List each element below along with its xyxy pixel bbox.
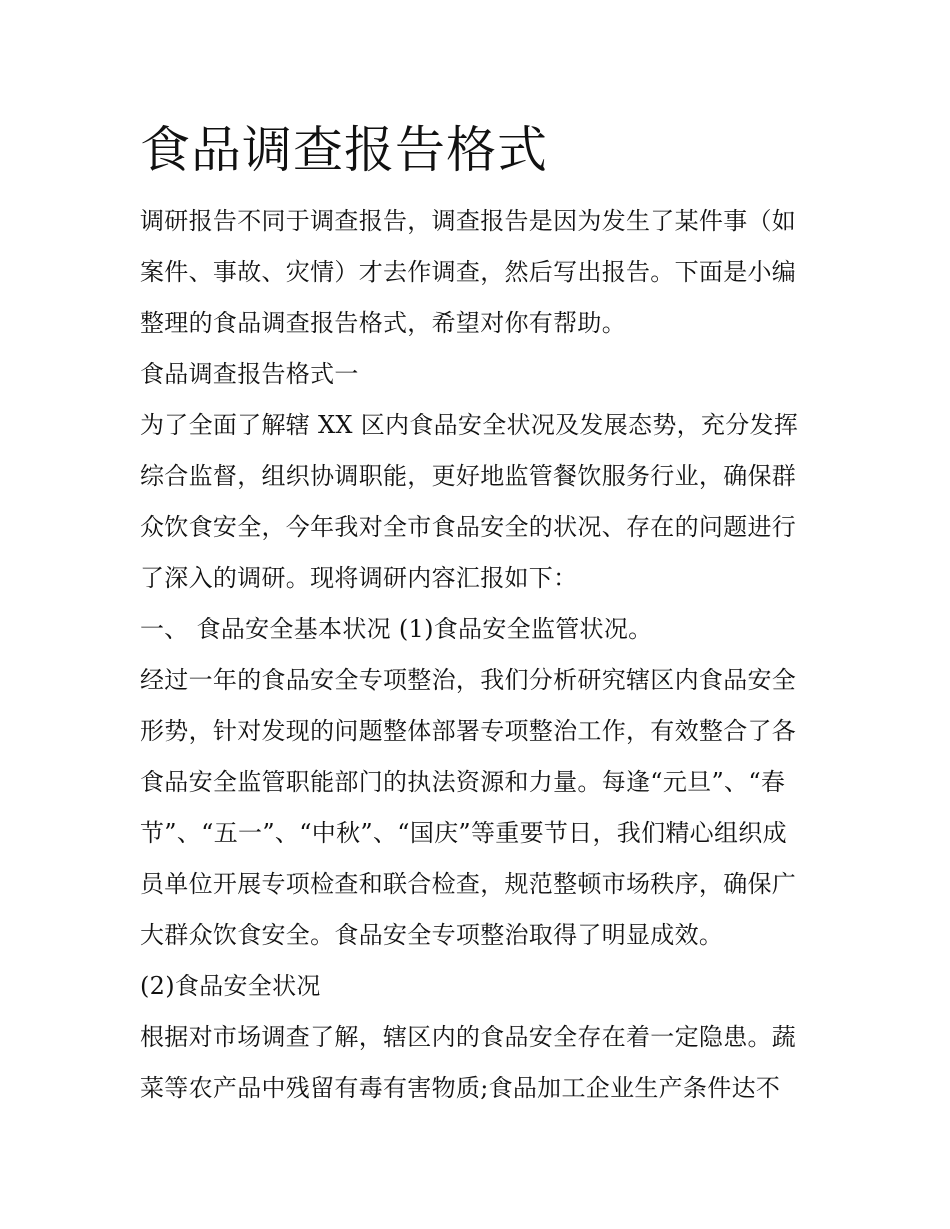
text-line: 调研报告不同于调查报告，调查报告是因为发生了某件事（如 — [140, 207, 797, 235]
text-line: 节”、“五一”、“中秋”、“国庆”等重要节日，我们精心组织成 — [140, 819, 787, 847]
text-line: 经过一年的食品安全专项整治，我们分析研究辖区内食品安全 — [140, 666, 797, 694]
text-line: 为了全面了解辖 XX 区内食品安全状况及发展态势，充分发挥 — [140, 411, 799, 439]
text-line: 根据对市场调查了解，辖区内的食品安全存在着一定隐患。蔬 — [140, 1023, 797, 1051]
text-line: 案件、事故、灾情）才去作调查，然后写出报告。下面是小编 — [140, 258, 797, 286]
text-line: 员单位开展专项检查和联合检查，规范整顿市场秩序，确保广 — [140, 870, 797, 898]
text-line: 整理的食品调查报告格式，希望对你有帮助。 — [140, 309, 626, 337]
text-line: 食品安全监管职能部门的执法资源和力量。每逢“元旦”、“春 — [140, 768, 786, 796]
section-heading: 食品调查报告格式一 — [140, 360, 359, 388]
subsection-heading: (2)食品安全状况 — [140, 972, 321, 1000]
text-line: 众饮食安全，今年我对全市食品安全的状况、存在的问题进行 — [140, 513, 797, 541]
text-line: 菜等农产品中残留有毒有害物质;食品加工企业生产条件达不 — [140, 1074, 781, 1102]
document-body — [140, 118, 816, 1114]
text-line: 了深入的调研。现将调研内容汇报如下： — [140, 564, 578, 592]
text-line: 形势，针对发现的问题整体部署专项整治工作，有效整合了各 — [140, 717, 797, 745]
subsection-heading: 一、 食品安全基本状况 (1)食品安全监管状况。 — [140, 615, 653, 643]
text-line: 大群众饮食安全。食品安全专项整治取得了明显成效。 — [140, 921, 724, 949]
text-line: 综合监督，组织协调职能，更好地监管餐饮服务行业，确保群 — [140, 462, 797, 490]
document-title: 食品调查报告格式 — [140, 121, 548, 179]
